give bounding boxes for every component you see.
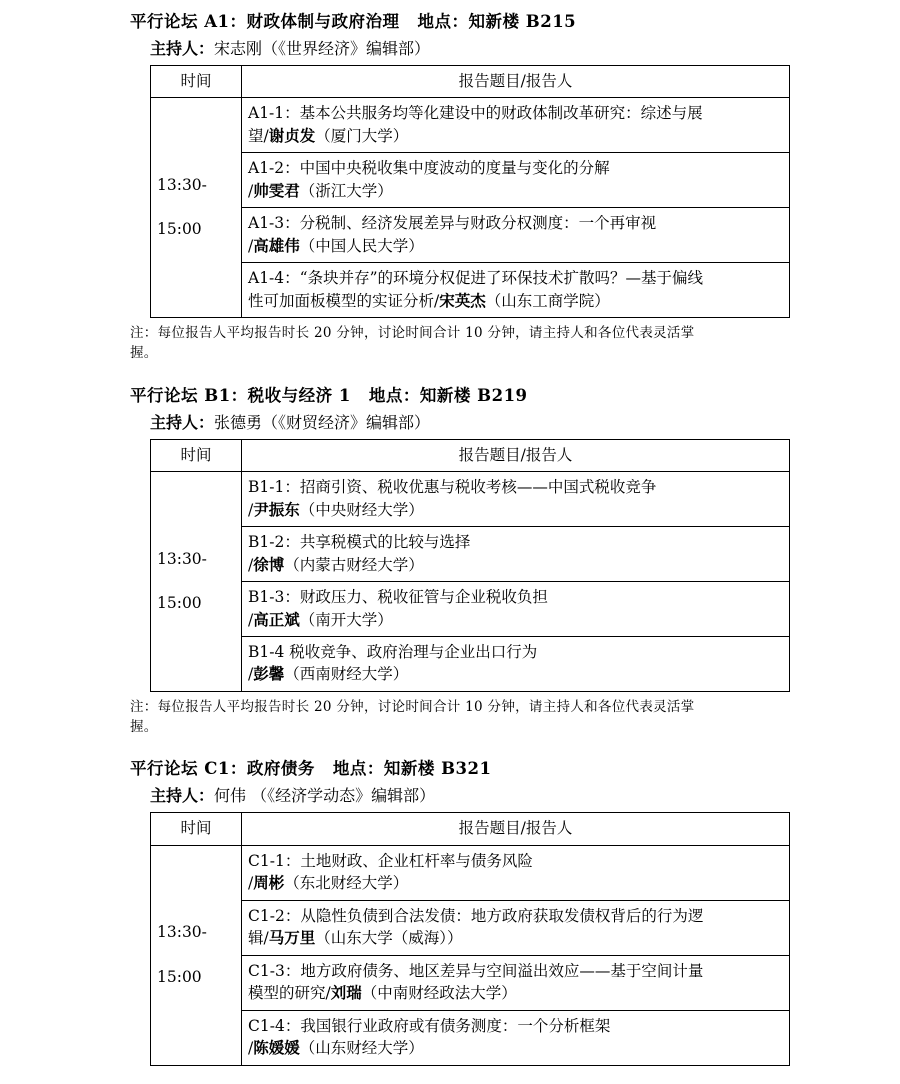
speaker-affiliation: （山东财经大学） <box>299 1039 424 1058</box>
paper-cell <box>242 1010 790 1065</box>
speaker-affiliation: （南开大学） <box>299 610 393 629</box>
paper-cell <box>242 637 790 692</box>
speaker-name: 宋英杰 <box>439 290 486 310</box>
paper-cell <box>242 582 790 637</box>
paper-title: A1-3：分税制、经济发展差异与财政分权测度：一个再审视 <box>248 214 657 233</box>
table-row <box>151 98 790 153</box>
table-row <box>151 637 790 692</box>
column-header-time: 时间 <box>151 439 242 471</box>
column-header-time: 时间 <box>151 813 242 845</box>
speaker-affiliation: （中国人民大学） <box>299 236 424 255</box>
speaker-name: 高雄伟 <box>253 235 300 255</box>
paper-cell <box>242 472 790 527</box>
speaker-name: 高正斌 <box>253 609 300 629</box>
host-label: 主持人： <box>150 39 215 58</box>
paper-author-line <box>248 235 783 257</box>
host-label: 主持人： <box>150 786 215 806</box>
paper-cell <box>242 845 790 900</box>
note-line-2: 握。 <box>130 719 158 736</box>
time-cell <box>151 98 242 318</box>
note-line-2: 握。 <box>130 345 158 362</box>
paper-cell <box>242 98 790 153</box>
schedule-table-c1 <box>150 812 790 1065</box>
session-host-a1 <box>130 36 880 59</box>
speaker-name: 周彬 <box>253 873 285 893</box>
speaker-affiliation: （西南财经大学） <box>284 665 409 684</box>
paper-title: C1-2：从隐性负债到合法发债：地方政府获取发债权背后的行为逻 <box>248 906 704 925</box>
paper-author-line <box>248 125 783 147</box>
paper-title: A1-1：基本公共服务均等化建设中的财政体制改革研究：综述与展 <box>248 104 703 123</box>
session-block-c1 <box>130 755 880 1065</box>
session-note-b1 <box>130 697 880 738</box>
paper-cell <box>242 955 790 1010</box>
speaker-name: 马万里 <box>268 928 316 948</box>
speaker-affiliation: （浙江大学） <box>299 181 393 200</box>
column-header-topic: 报告题目/报告人 <box>242 66 790 98</box>
paper-cell <box>242 900 790 955</box>
paper-title-cont: / <box>248 236 254 255</box>
speaker-affiliation: （中央财经大学） <box>299 500 424 519</box>
note-line-1: 注：每位报告人平均报告时长 20 分钟，讨论时间合计 10 分钟，请主持人和各位代表灵活掌 <box>130 325 695 342</box>
table-row <box>151 955 790 1010</box>
session-title-main: 平行论坛 A1：财政体制与政府治理 <box>130 12 400 31</box>
table-row <box>151 153 790 208</box>
session-location: 地点：知新楼 B321 <box>332 759 492 779</box>
speaker-name: 尹振东 <box>253 499 300 519</box>
table-row <box>151 900 790 955</box>
paper-author-line <box>248 180 783 202</box>
time-end: 15:00 <box>157 594 202 613</box>
session-title-c1 <box>130 755 880 779</box>
speaker-affiliation: （厦门大学） <box>315 126 409 145</box>
speaker-name: 谢贞发 <box>268 125 316 145</box>
session-title-main: 平行论坛 C1：政府债务 <box>130 759 315 779</box>
paper-author-line <box>248 872 783 894</box>
time-start: 13:30- <box>157 549 207 568</box>
column-header-topic: 报告题目/报告人 <box>242 813 790 845</box>
paper-title-cont: / <box>248 555 254 574</box>
paper-title-cont: 辑/ <box>248 929 269 948</box>
host-name: 宋志刚（《世界经济》编辑部） <box>214 39 431 58</box>
paper-title-cont: / <box>248 665 254 684</box>
table-header-row <box>151 439 790 471</box>
column-header-time: 时间 <box>151 66 242 98</box>
paper-title: C1-4：我国银行业政府或有债务测度：一个分析框架 <box>248 1016 611 1035</box>
speaker-name: 帅雯君 <box>253 180 300 200</box>
session-block-b1 <box>130 382 880 738</box>
paper-title: B1-3：财政压力、税收征管与企业税收负担 <box>248 588 548 607</box>
time-start: 13:30- <box>157 923 207 942</box>
table-header-row <box>151 813 790 845</box>
paper-title: B1-4 税收竞争、政府治理与企业出口行为 <box>248 643 538 661</box>
paper-cell <box>242 527 790 582</box>
time-end: 15:00 <box>157 220 202 239</box>
paper-title-cont: 性可加面板模型的实证分析/ <box>248 291 440 310</box>
paper-author-line <box>248 927 783 949</box>
table-row <box>151 1010 790 1065</box>
paper-author-line <box>248 290 783 312</box>
time-end: 15:00 <box>157 967 202 986</box>
paper-title: C1-1：土地财政、企业杠杆率与债务风险 <box>248 851 533 870</box>
paper-title: B1-2：共享税模式的比较与选择 <box>248 533 471 552</box>
table-row <box>151 208 790 263</box>
session-note-a1 <box>130 323 880 364</box>
speaker-affiliation: （东北财经大学） <box>284 874 409 893</box>
session-title-b1 <box>130 382 880 406</box>
speaker-name: 彭馨 <box>253 664 285 684</box>
paper-author-line <box>248 499 783 521</box>
session-host-c1 <box>130 783 880 806</box>
column-header-topic: 报告题目/报告人 <box>242 439 790 471</box>
time-cell <box>151 472 242 692</box>
paper-title: A1-4：“条块并存”的环境分权促进了环保技术扩散吗？—基于偏线 <box>248 269 704 288</box>
host-label: 主持人： <box>150 412 215 432</box>
paper-cell <box>242 263 790 318</box>
paper-title: B1-1：招商引资、税收优惠与税收考核——中国式税收竞争 <box>248 478 657 497</box>
speaker-name: 徐博 <box>253 554 285 574</box>
speaker-name: 刘瑞 <box>330 983 362 1003</box>
paper-title-cont: / <box>248 181 254 200</box>
table-row <box>151 845 790 900</box>
session-title-a1 <box>130 8 880 32</box>
session-block-a1 <box>130 8 880 364</box>
speaker-affiliation: （山东大学（威海）） <box>315 929 463 948</box>
schedule-table-a1 <box>150 65 790 318</box>
paper-title: A1-2：中国中央税收集中度波动的度量与变化的分解 <box>248 159 610 178</box>
paper-author-line <box>248 1037 783 1059</box>
paper-title: C1-3：地方政府债务、地区差异与空间溢出效应——基于空间计量 <box>248 961 704 980</box>
paper-title-cont: 望/ <box>248 126 269 145</box>
host-name: 张德勇（《财贸经济》编辑部） <box>214 412 431 432</box>
paper-author-line <box>248 982 783 1004</box>
table-row <box>151 527 790 582</box>
time-cell <box>151 845 242 1065</box>
paper-title-cont: / <box>248 1039 254 1058</box>
note-line-1: 注：每位报告人平均报告时长 20 分钟，讨论时间合计 10 分钟，请主持人和各位代表灵活掌 <box>130 698 695 715</box>
time-start: 13:30- <box>157 175 207 194</box>
speaker-name: 陈媛媛 <box>253 1038 300 1058</box>
table-row <box>151 263 790 318</box>
host-name: 何伟 （《经济学动态》编辑部） <box>214 786 436 806</box>
paper-title-cont: / <box>248 500 254 519</box>
paper-title-cont: 模型的研究/ <box>248 984 331 1003</box>
speaker-affiliation: （山东工商学院） <box>485 291 610 310</box>
paper-title-cont: / <box>248 610 254 629</box>
session-title-main: 平行论坛 B1：税收与经济 1 <box>130 385 351 405</box>
session-host-b1 <box>130 410 880 433</box>
schedule-table-b1 <box>150 439 790 692</box>
session-location: 地点：知新楼 B219 <box>368 385 528 405</box>
paper-author-line <box>248 554 783 576</box>
speaker-affiliation: （中南财经政法大学） <box>361 984 517 1003</box>
paper-author-line <box>248 663 783 685</box>
session-location: 地点：知新楼 B215 <box>417 12 577 31</box>
table-row <box>151 582 790 637</box>
paper-cell <box>242 208 790 263</box>
table-row <box>151 472 790 527</box>
table-header-row <box>151 66 790 98</box>
paper-author-line <box>248 609 783 631</box>
paper-title-cont: / <box>248 874 254 893</box>
speaker-affiliation: （内蒙古财经大学） <box>284 555 424 574</box>
paper-cell <box>242 153 790 208</box>
